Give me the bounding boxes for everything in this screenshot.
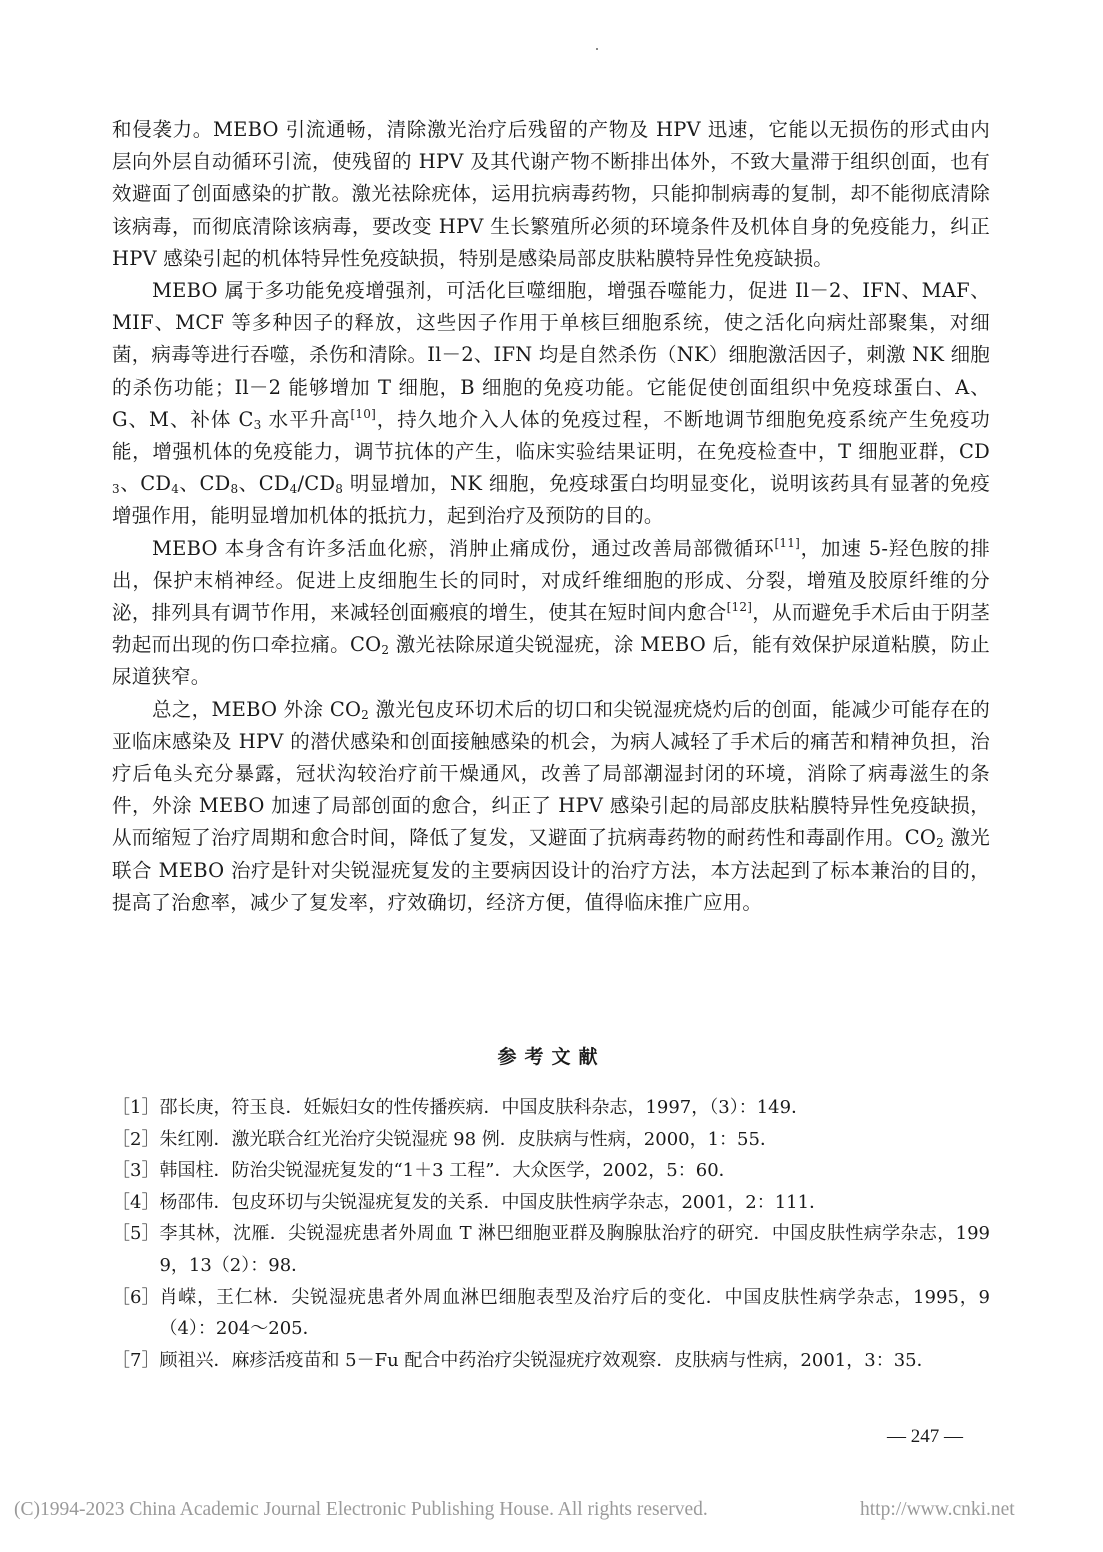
reference-item xyxy=(112,1282,990,1345)
text-run: 总之，MEBO 外涂 CO xyxy=(152,697,362,721)
scan-speck xyxy=(596,48,598,50)
text-run: ，加速 5-羟色胺的排出，保护末梢神经。促进上皮细胞生长的同时，对成纤维细胞的形成、分裂，增殖及胶原纤维的分泌，排列具有调节作用，来减轻创面瘢痕的增生，使其在短时间内愈合 xyxy=(112,536,990,625)
subscript: 2 xyxy=(361,707,370,722)
subscript: 4 xyxy=(171,482,180,497)
subscript: 2 xyxy=(936,836,944,851)
text-run: 明显增加，NK 细胞，免疫球蛋白均明显变化，说明该药具有显著的免疫增强作用，能明显增加机体的抵抗力，起到治疗及预防的目的。 xyxy=(112,472,991,528)
text-run: MEBO 属于多功能免疫增强剂，可活化巨噬细胞，增强吞噬能力，促进 Il－2、IFN、MAF、MIF、MCF 等多种因子的释放，这些因子作用于单核巨细胞系统，使之活化向病灶部聚集，对细菌，病毒等进行吞噬，杀伤和清除。Il－2、IFN 均是自然杀伤（NK）细胞激活因子，刺激 NK 细胞的杀伤功能；Il－2 能够增加 T 细胞，B 细胞的免疫功能。它能促使创面组织中免疫球蛋白、A、G、M、补体 C xyxy=(112,279,990,431)
reference-text: 肖嵘，王仁林．尖锐湿疣患者外周血淋巴细胞表型及治疗后的变化．中国皮肤性病学杂志，1995，9（4）：204～205． xyxy=(159,1286,990,1340)
subscript: 8 xyxy=(335,482,344,497)
citation-marker: [11] xyxy=(774,535,800,550)
subscript: 2 xyxy=(381,643,390,658)
reference-text: 杨邵伟．包皮环切与尖锐湿疣复发的关系．中国皮肤性病学杂志，2001，2：111． xyxy=(159,1191,828,1213)
body-paragraph xyxy=(112,533,990,694)
reference-item xyxy=(112,1155,990,1187)
reference-number: ［4］ xyxy=(112,1191,160,1213)
reference-number: ［3］ xyxy=(112,1160,160,1182)
text-run: 激光包皮环切术后的切口和尖锐湿疣烧灼后的创面，能减少可能存在的亚临床感染及 HPV 的潜伏感染和创面接触感染的机会，为病人减轻了手术后的痛苦和精神负担，治疗后龟头充分暴露，冠状沟较治疗前干燥通风，改善了局部潮湿封闭的环境，消除了病毒滋生的条件，外涂 MEBO 加速了局部创面的愈合，纠正了 HPV 感染引起的局部皮肤粘膜特异性免疫缺损，从而缩短了治疗周期和愈合时间，降低了复发，又避面了抗病毒药物的耐药性和毒副作用。CO xyxy=(112,697,990,850)
text-run: 和侵袭力。MEBO 引流通畅，清除激光治疗后残留的产物及 HPV 迅速，它能以无损伤的形式由内层向外层自动循环引流，使残留的 HPV 及其代谢产物不断排出体外，不致大量滞于组织创面，也有效避面了创面感染的扩散。激光祛除疣体，运用抗病毒药物，只能抑制病毒的复制，却不能彻底清除该病毒，而彻底清除该病毒，要改变 HPV 生长繁殖所必须的环境条件及机体自身的免疫能力，纠正 HPV 感染引起的机体特异性免疫缺损，特别是感染局部皮肤粘膜特异性免疫缺损。 xyxy=(112,118,990,270)
subscript: 8 xyxy=(230,482,239,497)
footer-url-link[interactable]: http://www.cnki.net xyxy=(860,1499,1015,1520)
reference-number: ［2］ xyxy=(112,1128,160,1150)
body-paragraph xyxy=(112,114,990,275)
text-run: 、CD xyxy=(179,472,231,496)
reference-item xyxy=(112,1092,990,1124)
reference-text: 李其林，沈雁．尖锐湿疣患者外周血 T 淋巴细胞亚群及胸腺肽治疗的研究．中国皮肤性病学杂志，1999，13（2）：98． xyxy=(159,1223,990,1276)
text-run: 、CD xyxy=(238,472,290,496)
reference-number: ［7］ xyxy=(112,1349,160,1371)
reference-text: 朱红刚．激光联合红光治疗尖锐湿疣 98 例．皮肤病与性病，2000，1：55． xyxy=(159,1128,778,1150)
text-run: 水平升高 xyxy=(261,407,351,431)
text-run: 激光联合 MEBO 治疗是针对尖锐湿疣复发的主要病因设计的治疗方法，本方法起到了标本兼治的目的，提高了治愈率，减少了复发率，疗效确切，经济方便，值得临床推广应用。 xyxy=(112,826,990,914)
text-run: 、CD xyxy=(119,472,172,496)
subscript: 4 xyxy=(289,482,298,497)
text-run: ，从而避免手术后由于阴茎勃起而出现的伤口牵拉痛。CO xyxy=(112,601,991,657)
reference-number: ［6］ xyxy=(112,1286,160,1308)
reference-number: ［1］ xyxy=(112,1097,160,1118)
reference-item xyxy=(112,1124,990,1156)
text-run: /CD xyxy=(297,472,336,496)
copyright-text: (C)1994-2023 China Academic Journal Electronic Publishing House. All rights reserved. xyxy=(14,1499,708,1520)
article-body xyxy=(112,114,990,919)
body-paragraph xyxy=(112,275,990,533)
text-run: 激光祛除尿道尖锐湿疣，涂 MEBO 后，能有效保护尿道粘膜，防止尿道狭窄。 xyxy=(112,633,990,689)
reference-item xyxy=(112,1218,990,1281)
subscript: 3 xyxy=(112,482,120,497)
citation-marker: [10] xyxy=(350,406,376,421)
reference-number: ［5］ xyxy=(112,1223,160,1245)
page-number: — 247 — xyxy=(887,1426,963,1447)
text-run: ，持久地介入人体的免疫过程，不断地调节细胞免疫系统产生免疫功能，增强机体的免疫能力，调节抗体的产生，临床实验结果证明，在免疫检查中，T 细胞亚群，CD xyxy=(112,407,990,464)
text-run: MEBO 本身含有许多活血化瘀，消肿止痛成份，通过改善局部微循环 xyxy=(152,536,775,560)
reference-text: 顾祖兴．麻疹活疫苗和 5－Fu 配合中药治疗尖锐湿疣疗效观察．皮肤病与性病，2001，3：35． xyxy=(159,1349,935,1371)
subscript: 3 xyxy=(253,417,262,432)
reference-list xyxy=(112,1092,990,1376)
body-paragraph xyxy=(112,694,990,919)
copyright-footer xyxy=(14,1499,1094,1521)
reference-item xyxy=(112,1345,990,1377)
reference-text: 韩国柱．防治尖锐湿疣复发的“1＋3 工程”．大众医学，2002，5：60． xyxy=(159,1160,737,1182)
references-heading: 参考文献 xyxy=(497,1046,606,1068)
reference-item xyxy=(112,1187,990,1219)
reference-text: 邵长庚，符玉良．妊娠妇女的性传播疾病．中国皮肤科杂志，1997，（3）：149． xyxy=(159,1097,810,1118)
citation-marker: [12] xyxy=(726,600,753,615)
